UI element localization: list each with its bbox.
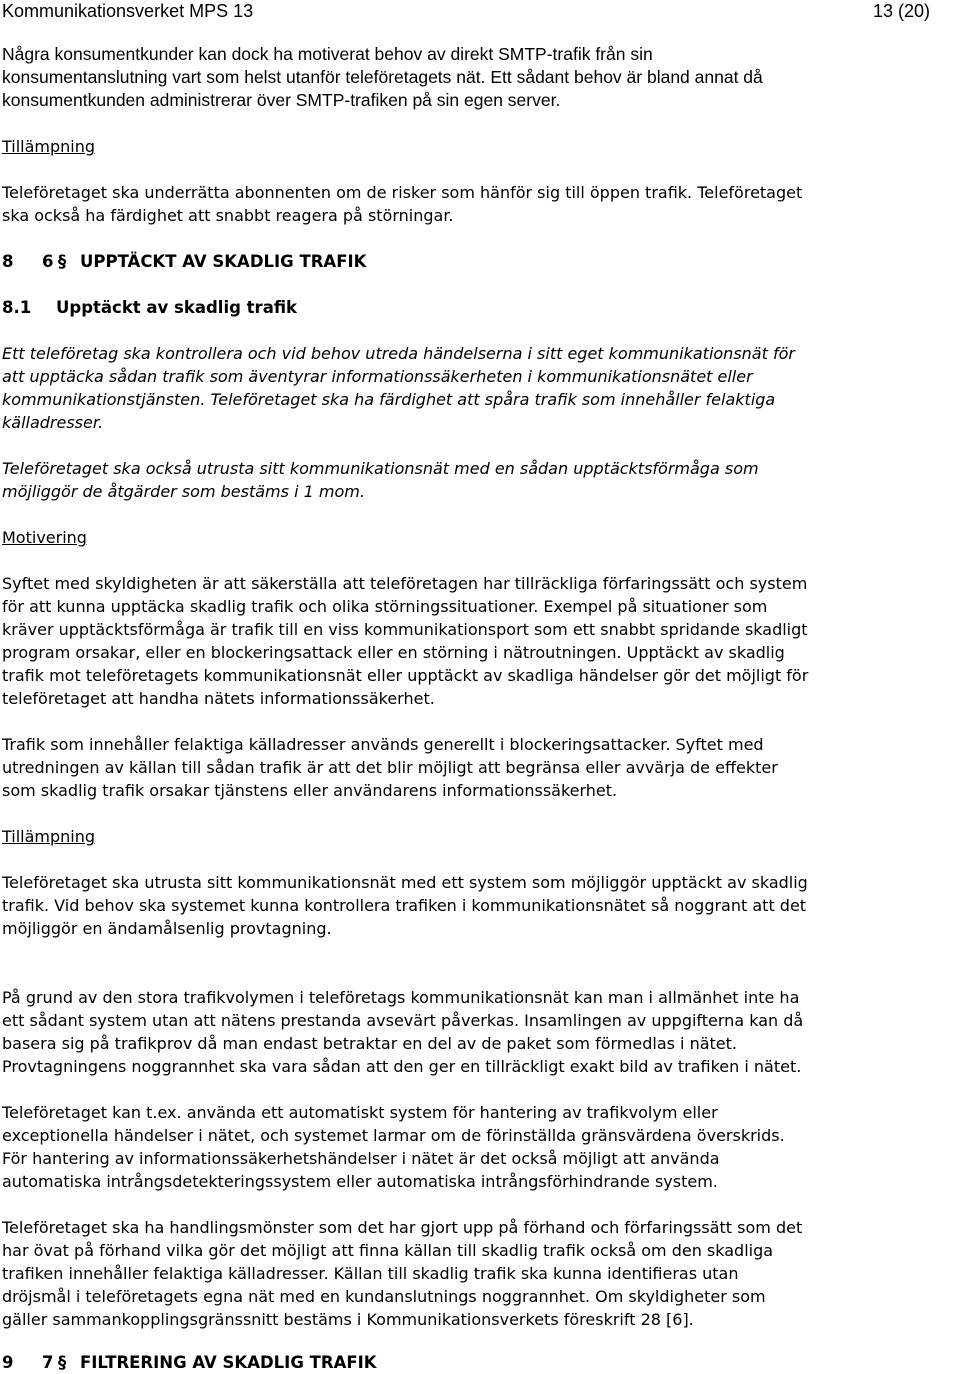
text-line: konsumentkunden administrerar över SMTP-trafiken på sin egen server. [2,90,561,110]
section-label-tillampning: Tillämpning [2,827,96,846]
page-header [0,0,960,24]
text-line: gäller sammankopplingsgränssnitt bestäms i Kommunikationsverkets föreskrift 28 [6]. [2,1310,694,1329]
section-heading-8 [2,250,958,273]
text-line: Ett teleföretag ska kontrollera och vid behov utreda händelserna i sitt eget kommunikationsnät för [2,344,795,363]
text-line: dröjsmål i teleföretagets egna nät med en kundanslutnings noggrannhet. Om skyldigheter som [2,1287,766,1306]
section-heading-9 [2,1351,958,1374]
page-number: 13 (20) [872,1,930,21]
subsection-title: Upptäckt av skadlig trafik [56,298,298,317]
text-line: På grund av den stora trafikvolymen i teleföretags kommunikationsnät kan man i allmänhet inte ha [2,988,800,1007]
section-number: 8 [2,252,14,271]
text-line: som skadlig trafik orsakar tjänstens eller användarens informationssäkerhet. [2,781,618,800]
section-label-tillampning: Tillämpning [2,137,96,156]
text-line: kommunikationstjänsten. Teleföretaget ska ha färdighet att spåra trafik som innehåller felaktiga [2,390,776,409]
section-label-motivering: Motivering [2,528,87,547]
text-line: utredningen av källan till sådan trafik är att det blir möjligt att begränsa eller avvärja de effekter [2,758,778,777]
section-title: FILTRERING AV SKADLIG TRAFIK [80,1353,377,1372]
text-line: kräver upptäcktsförmåga är trafik till en viss kommunikationsport som ett snabbt spridande skadligt [2,620,808,639]
text-line: källadresser. [2,413,104,432]
text-line: möjliggör de åtgärder som bestäms i 1 mom. [2,482,365,501]
text-line: ska också ha färdighet att snabbt reagera på störningar. [2,206,454,225]
text-line: Teleföretaget kan t.ex. använda ett automatiskt system för hantering av trafikvolym eller [2,1103,718,1122]
text-line: Teleföretaget ska ha handlingsmönster som det har gjort upp på förhand och förfaringssätt som det [2,1218,803,1237]
text-line: för att kunna upptäcka skadlig trafik och olika störningssituationer. Exempel på situationer som [2,597,768,616]
section-sign: § [58,252,67,271]
section-sign: § [58,1353,67,1372]
text-line: Teleföretaget ska underrätta abonnenten om de risker som hänför sig till öppen trafik. Teleföretaget [2,183,803,202]
header-title: Kommunikationsverket MPS 13 [2,1,254,21]
text-line: Syftet med skyldigheten är att säkerställa att teleföretagen har tillräckliga förfaringssätt och system [2,574,808,593]
text-line: program orsakar, eller en blockeringsattack eller en störning i nätroutningen. Upptäckt av skadlig [2,643,785,662]
text-line: basera sig på trafikprov då man endast betraktar en del av de paket som förmedlas i nätet. [2,1034,738,1053]
subsection-heading-8-1 [2,296,958,319]
text-line: teleföretaget att handha nätets informationssäkerhet. [2,689,435,708]
text-line: har övat på förhand vilka gör det möjligt att finna källan till skadlig trafik också om den skadliga [2,1241,774,1260]
text-line: trafiken innehåller felaktiga källadresser. Källan till skadlig trafik ska kunna identifieras utan [2,1264,739,1283]
section-number: 9 [2,1353,14,1372]
text-line: Trafik som innehåller felaktiga källadresser används generellt i blockeringsattacker. Syftet med [2,735,764,754]
text-line: Provtagningens noggrannhet ska vara sådan att den ger en tillräckligt exakt bild av trafiken i nätet. [2,1057,802,1076]
text-line: trafik mot teleföretagets kommunikationsnät eller upptäckt av skadliga händelser gör det möjligt för [2,666,809,685]
section-title: UPPTÄCKT AV SKADLIG TRAFIK [80,252,367,271]
text-line: trafik. Vid behov ska systemet kunna kontrollera trafiken i kommunikationsnätet så noggrant att det [2,896,807,915]
paragraph-number: 7 [42,1353,54,1372]
text-line: ett sådant system utan att nätens prestanda avsevärt påverkas. Insamlingen av uppgifterna kan då [2,1011,804,1030]
text-line: exceptionella händelser i nätet, och systemet larmar om de förinställda gränsvärdena överskrids. [2,1126,785,1145]
paragraph-number: 6 [42,252,54,271]
text-line: att upptäcka sådan trafik som äventyrar informationssäkerheten i kommunikationsnätet eller [2,367,753,386]
text-line: Teleföretaget ska också utrusta sitt kommunikationsnät med en sådan upptäcktsförmåga som [2,459,759,478]
text-line: Några konsumentkunder kan dock ha motiverat behov av direkt SMTP-trafik från sin [2,44,653,64]
text-line: För hantering av informationssäkerhetshändelser i nätet är det också möjligt att använda [2,1149,720,1168]
subsection-number: 8.1 [2,298,32,317]
text-line: konsumentanslutning vart som helst utanför teleföretagets nät. Ett sådant behov är bland annat då [2,67,763,87]
text-line: Teleföretaget ska utrusta sitt kommunikationsnät med ett system som möjliggör upptäckt av skadlig [2,873,808,892]
text-line: möjliggör en ändamålsenlig provtagning. [2,919,332,938]
text-line: automatiska intrångsdetekteringssystem eller automatiska intrångsförhindrande system. [2,1172,718,1191]
